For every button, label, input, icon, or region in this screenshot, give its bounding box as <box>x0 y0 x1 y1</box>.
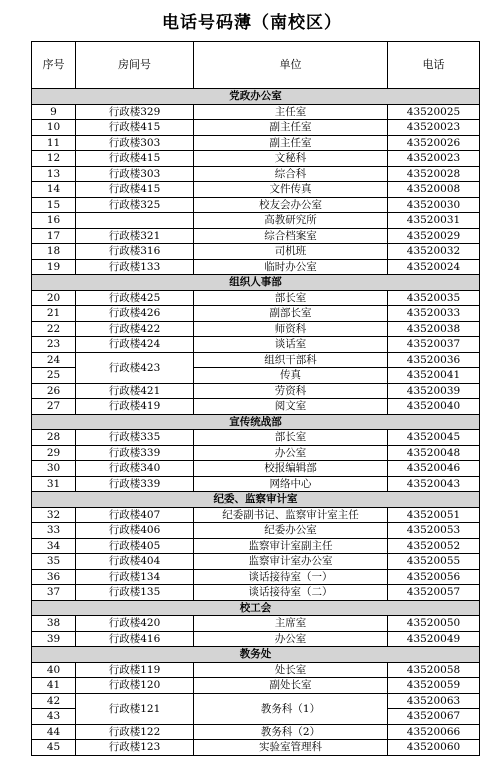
row-number: 13 <box>32 166 76 182</box>
unit-cell: 主任室 <box>194 104 388 120</box>
row-number: 44 <box>32 724 76 740</box>
room-cell: 行政楼340 <box>76 461 194 477</box>
table-row <box>32 523 480 539</box>
phone-cell: 43520058 <box>388 662 480 678</box>
table-row <box>32 585 480 601</box>
unit-cell: 教务科（1） <box>194 693 388 724</box>
phone-cell: 43520023 <box>388 151 480 167</box>
unit-cell: 谈话接待室（一） <box>194 569 388 585</box>
section-row <box>32 600 480 616</box>
table-row <box>32 445 480 461</box>
row-number: 12 <box>32 151 76 167</box>
header-phone: 电话 <box>388 42 480 89</box>
table-row <box>32 724 480 740</box>
table-row <box>32 616 480 632</box>
phone-cell: 43520056 <box>388 569 480 585</box>
table-row <box>32 259 480 275</box>
room-cell: 行政楼423 <box>76 352 194 383</box>
unit-cell: 实验室管理科 <box>194 740 388 756</box>
row-number: 26 <box>32 383 76 399</box>
row-number: 9 <box>32 104 76 120</box>
room-cell: 行政楼421 <box>76 383 194 399</box>
table-body <box>32 89 480 756</box>
table-row <box>32 631 480 647</box>
room-cell: 行政楼424 <box>76 337 194 353</box>
room-cell: 行政楼325 <box>76 197 194 213</box>
unit-cell: 副主任室 <box>194 120 388 136</box>
phone-cell: 43520045 <box>388 430 480 446</box>
row-number: 30 <box>32 461 76 477</box>
room-cell: 行政楼121 <box>76 693 194 724</box>
room-cell: 行政楼420 <box>76 616 194 632</box>
room-cell: 行政楼122 <box>76 724 194 740</box>
room-cell: 行政楼407 <box>76 507 194 523</box>
header-no: 序号 <box>32 42 76 89</box>
phone-cell: 43520060 <box>388 740 480 756</box>
section-row <box>32 492 480 508</box>
phone-cell: 43520053 <box>388 523 480 539</box>
unit-cell: 部长室 <box>194 290 388 306</box>
row-number: 17 <box>32 228 76 244</box>
row-number: 41 <box>32 678 76 694</box>
table-row <box>32 151 480 167</box>
unit-cell: 纪委副书记、监察审计室主任 <box>194 507 388 523</box>
table-row <box>32 538 480 554</box>
phone-cell: 43520055 <box>388 554 480 570</box>
phone-cell: 43520050 <box>388 616 480 632</box>
unit-cell: 文件传真 <box>194 182 388 198</box>
unit-cell: 谈话接待室（二） <box>194 585 388 601</box>
table-row <box>32 104 480 120</box>
table-row <box>32 740 480 756</box>
room-cell: 行政楼422 <box>76 321 194 337</box>
phone-cell: 43520043 <box>388 476 480 492</box>
room-cell: 行政楼425 <box>76 290 194 306</box>
phone-cell: 43520059 <box>388 678 480 694</box>
table-row <box>32 166 480 182</box>
phone-cell: 43520063 <box>388 693 480 709</box>
table-row <box>32 569 480 585</box>
table-row <box>32 306 480 322</box>
unit-cell: 校报编辑部 <box>194 461 388 477</box>
table-row <box>32 337 480 353</box>
phone-cell: 43520008 <box>388 182 480 198</box>
unit-cell: 综合档案室 <box>194 228 388 244</box>
room-cell: 行政楼406 <box>76 523 194 539</box>
section-title: 党政办公室 <box>32 89 480 105</box>
table-row <box>32 120 480 136</box>
unit-cell: 办公室 <box>194 631 388 647</box>
row-number: 38 <box>32 616 76 632</box>
phone-cell: 43520036 <box>388 352 480 368</box>
room-cell: 行政楼405 <box>76 538 194 554</box>
section-title: 宣传统战部 <box>32 414 480 430</box>
header-row <box>32 42 480 89</box>
phone-cell: 43520032 <box>388 244 480 260</box>
row-number: 19 <box>32 259 76 275</box>
section-row <box>32 414 480 430</box>
unit-cell: 监察审计室副主任 <box>194 538 388 554</box>
room-cell: 行政楼335 <box>76 430 194 446</box>
unit-cell: 网络中心 <box>194 476 388 492</box>
room-cell <box>76 213 194 229</box>
section-title: 组织人事部 <box>32 275 480 291</box>
unit-cell: 办公室 <box>194 445 388 461</box>
row-number: 11 <box>32 135 76 151</box>
table-row <box>32 430 480 446</box>
phone-cell: 43520040 <box>388 399 480 415</box>
phone-cell: 43520030 <box>388 197 480 213</box>
room-cell: 行政楼119 <box>76 662 194 678</box>
row-number: 36 <box>32 569 76 585</box>
row-number: 10 <box>32 120 76 136</box>
row-number: 24 <box>32 352 76 368</box>
room-cell: 行政楼415 <box>76 120 194 136</box>
room-cell: 行政楼120 <box>76 678 194 694</box>
room-cell: 行政楼416 <box>76 631 194 647</box>
row-number: 29 <box>32 445 76 461</box>
phone-cell: 43520041 <box>388 368 480 384</box>
room-cell: 行政楼415 <box>76 182 194 198</box>
row-number: 42 <box>32 693 76 709</box>
unit-cell: 处长室 <box>194 662 388 678</box>
phone-cell: 43520067 <box>388 709 480 725</box>
table-row <box>32 244 480 260</box>
table-row <box>32 228 480 244</box>
unit-cell: 副主任室 <box>194 135 388 151</box>
row-number: 23 <box>32 337 76 353</box>
row-number: 37 <box>32 585 76 601</box>
unit-cell: 司机班 <box>194 244 388 260</box>
phone-cell: 43520066 <box>388 724 480 740</box>
unit-cell: 高教研究所 <box>194 213 388 229</box>
phone-cell: 43520048 <box>388 445 480 461</box>
row-number: 14 <box>32 182 76 198</box>
room-cell: 行政楼419 <box>76 399 194 415</box>
table-row <box>32 290 480 306</box>
table-row <box>32 662 480 678</box>
unit-cell: 谈话室 <box>194 337 388 353</box>
phone-cell: 43520051 <box>388 507 480 523</box>
phone-cell: 43520023 <box>388 120 480 136</box>
unit-cell: 阅文室 <box>194 399 388 415</box>
phone-cell: 43520026 <box>388 135 480 151</box>
row-number: 31 <box>32 476 76 492</box>
phone-directory-table <box>31 41 480 756</box>
row-number: 25 <box>32 368 76 384</box>
unit-cell: 临时办公室 <box>194 259 388 275</box>
table-row <box>32 476 480 492</box>
table-row <box>32 135 480 151</box>
row-number: 35 <box>32 554 76 570</box>
unit-cell: 纪委办公室 <box>194 523 388 539</box>
table-row <box>32 213 480 229</box>
table-row <box>32 461 480 477</box>
unit-cell: 劳资科 <box>194 383 388 399</box>
row-number: 20 <box>32 290 76 306</box>
row-number: 32 <box>32 507 76 523</box>
row-number: 15 <box>32 197 76 213</box>
unit-cell: 主席室 <box>194 616 388 632</box>
phone-cell: 43520049 <box>388 631 480 647</box>
unit-cell: 校友会办公室 <box>194 197 388 213</box>
row-number: 40 <box>32 662 76 678</box>
row-number: 22 <box>32 321 76 337</box>
unit-cell: 副处长室 <box>194 678 388 694</box>
row-number: 39 <box>32 631 76 647</box>
section-row <box>32 89 480 105</box>
row-number: 28 <box>32 430 76 446</box>
unit-cell: 组织干部科 <box>194 352 388 368</box>
unit-cell: 监察审计室办公室 <box>194 554 388 570</box>
phone-cell: 43520024 <box>388 259 480 275</box>
phone-cell: 43520046 <box>388 461 480 477</box>
table-row <box>32 352 480 368</box>
row-number: 18 <box>32 244 76 260</box>
unit-cell: 部长室 <box>194 430 388 446</box>
room-cell: 行政楼339 <box>76 476 194 492</box>
phone-cell: 43520038 <box>388 321 480 337</box>
row-number: 45 <box>32 740 76 756</box>
section-title: 教务处 <box>32 647 480 663</box>
table-row <box>32 399 480 415</box>
section-row <box>32 275 480 291</box>
phone-cell: 43520037 <box>388 337 480 353</box>
room-cell: 行政楼339 <box>76 445 194 461</box>
row-number: 21 <box>32 306 76 322</box>
section-title: 校工会 <box>32 600 480 616</box>
phone-cell: 43520057 <box>388 585 480 601</box>
phone-cell: 43520025 <box>388 104 480 120</box>
room-cell: 行政楼329 <box>76 104 194 120</box>
phone-cell: 43520035 <box>388 290 480 306</box>
table-row <box>32 554 480 570</box>
row-number: 34 <box>32 538 76 554</box>
table-row <box>32 678 480 694</box>
room-cell: 行政楼134 <box>76 569 194 585</box>
unit-cell: 教务科（2） <box>194 724 388 740</box>
room-cell: 行政楼316 <box>76 244 194 260</box>
table-row <box>32 197 480 213</box>
room-cell: 行政楼303 <box>76 166 194 182</box>
table-row <box>32 182 480 198</box>
section-title: 纪委、监察审计室 <box>32 492 480 508</box>
section-row <box>32 647 480 663</box>
room-cell: 行政楼321 <box>76 228 194 244</box>
page-title: 电话号码薄（南校区） <box>162 13 342 33</box>
room-cell: 行政楼303 <box>76 135 194 151</box>
row-number: 43 <box>32 709 76 725</box>
room-cell: 行政楼135 <box>76 585 194 601</box>
header-room: 房间号 <box>76 42 194 89</box>
room-cell: 行政楼133 <box>76 259 194 275</box>
phone-cell: 43520033 <box>388 306 480 322</box>
room-cell: 行政楼123 <box>76 740 194 756</box>
unit-cell: 副部长室 <box>194 306 388 322</box>
row-number: 27 <box>32 399 76 415</box>
phone-cell: 43520052 <box>388 538 480 554</box>
phone-cell: 43520031 <box>388 213 480 229</box>
room-cell: 行政楼415 <box>76 151 194 167</box>
unit-cell: 综合科 <box>194 166 388 182</box>
table-row <box>32 693 480 709</box>
unit-cell: 师资科 <box>194 321 388 337</box>
unit-cell: 传真 <box>194 368 388 384</box>
room-cell: 行政楼426 <box>76 306 194 322</box>
phone-cell: 43520028 <box>388 166 480 182</box>
row-number: 16 <box>32 213 76 229</box>
table-row <box>32 321 480 337</box>
table-row <box>32 383 480 399</box>
header-unit: 单位 <box>194 42 388 89</box>
phone-cell: 43520029 <box>388 228 480 244</box>
unit-cell: 文秘科 <box>194 151 388 167</box>
row-number: 33 <box>32 523 76 539</box>
table-row <box>32 507 480 523</box>
room-cell: 行政楼404 <box>76 554 194 570</box>
phone-cell: 43520039 <box>388 383 480 399</box>
